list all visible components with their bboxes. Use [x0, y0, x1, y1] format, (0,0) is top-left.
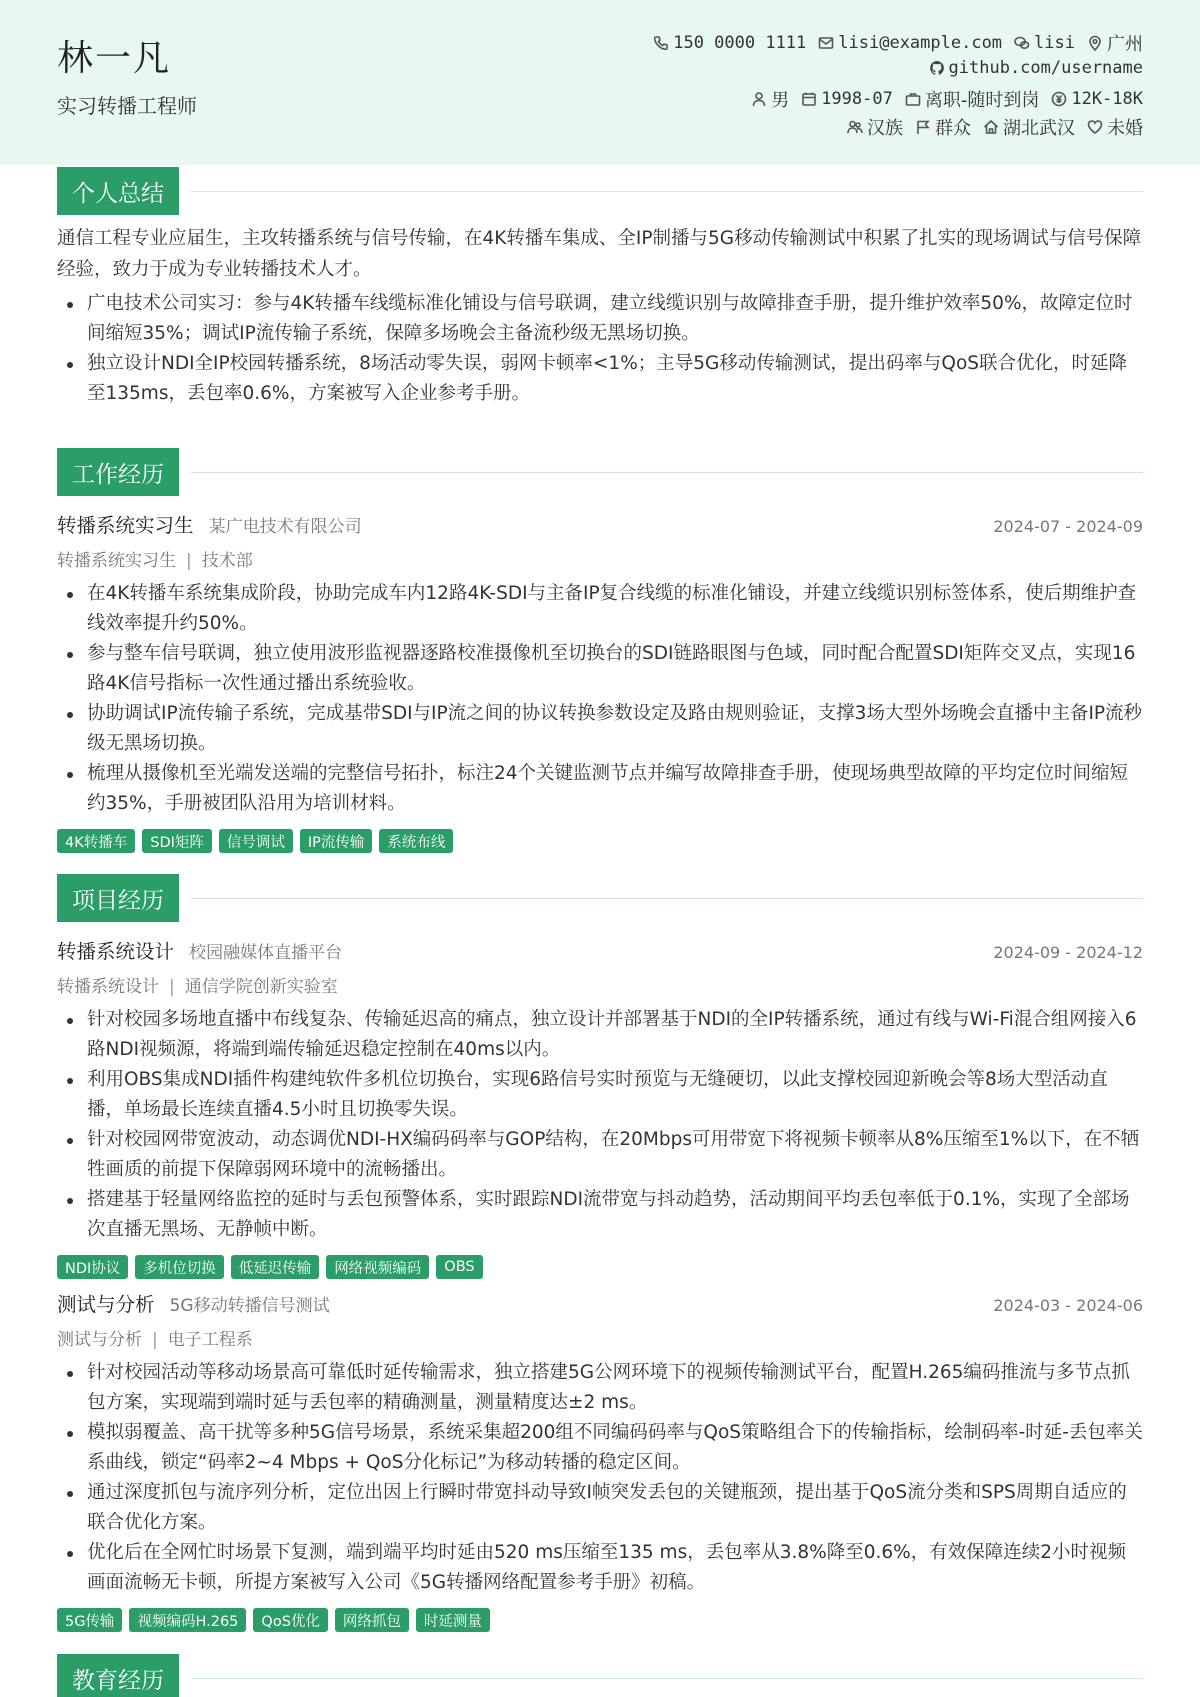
github-icon	[929, 60, 945, 76]
list-item: 优化后在全网忙时场景下复测，端到端平均时延由520 ms压缩至135 ms，丢包率从3.8%降至0.6%，有效保障连续2小时视频画面流畅无卡顿，所提方案被写入公司《5G转播网络配置参考手册》初稿。	[57, 1538, 1143, 1598]
contact-phone: 150 0000 1111	[653, 33, 806, 53]
person-icon	[751, 91, 767, 107]
contact-row-3	[739, 86, 1143, 112]
summary-paragraph: 通信工程专业应届生，主攻转播系统与信号传输，在4K转播车集成、全IP制播与5G移动传输测试中积累了扎实的现场调试与信号保障经验，致力于成为专业转播技术人才。	[57, 228, 1142, 280]
section-title-summary: 个人总结	[57, 167, 179, 215]
home-icon	[983, 119, 999, 135]
contact-email: lisi@example.com	[818, 33, 1002, 53]
contact-political: 群众	[915, 114, 971, 140]
contact-wechat: lisi	[1014, 33, 1075, 53]
skill-tag: 5G传输	[57, 1608, 122, 1632]
contact-location: 广州	[1087, 30, 1143, 56]
skill-tag: IP流传输	[300, 829, 373, 853]
salary-icon	[1051, 91, 1067, 107]
section-divider	[191, 1678, 1143, 1679]
calendar-icon	[801, 91, 817, 107]
contact-salary: 12K-18K	[1051, 89, 1143, 109]
contact-status: 离职-随时到岗	[905, 86, 1040, 112]
project-meta: 转播系统设计 | 通信学院创新实验室	[57, 977, 338, 997]
skill-tag: SDI矩阵	[142, 829, 212, 853]
contact-gender: 男	[751, 86, 789, 112]
skill-tag: 网络抓包	[335, 1608, 409, 1632]
contact-github[interactable]: github.com/username	[929, 58, 1143, 78]
section-title-work: 工作经历	[57, 448, 179, 496]
contact-row-4	[835, 114, 1143, 140]
contact-ethnicity: 汉族	[847, 114, 903, 140]
summary-section	[57, 167, 1143, 409]
section-divider	[191, 191, 1143, 192]
work-bullets	[57, 579, 1143, 819]
projects-section	[57, 874, 1143, 1632]
skill-tag: 网络视频编码	[326, 1255, 429, 1279]
project-entry-header	[57, 1289, 1143, 1317]
work-meta: 转播系统实习生 | 技术部	[57, 551, 253, 571]
skill-tag: 多机位切换	[135, 1255, 224, 1279]
list-item: 参与整车信号联调，独立使用波形监视器逐路校准摄像机至切换台的SDI链路眼图与色域，同时配合配置SDI矩阵交叉点，实现16路4K信号指标一次性通过播出系统验收。	[57, 639, 1143, 699]
project-meta: 测试与分析 | 电子工程系	[57, 1330, 253, 1350]
skill-tag: 视频编码H.265	[129, 1608, 246, 1632]
list-item: 针对校园多场地直播中布线复杂、传输延迟高的痛点，独立设计并部署基于NDI的全IP转播系统，通过有线与Wi-Fi混合组网接入6路NDI视频源，将端到端传输延迟稳定控制在40ms以内。	[57, 1005, 1143, 1065]
candidate-role: 实习转播工程师	[57, 94, 197, 118]
work-tags	[57, 829, 1143, 853]
project-tags	[57, 1255, 1143, 1279]
education-section	[57, 1654, 1143, 1697]
list-item: 在4K转播车系统集成阶段，协助完成车内12路4K-SDI与主备IP复合线缆的标准化铺设，并建立线缆识别标签体系，使后期维护查线效率提升约50%。	[57, 579, 1143, 639]
project-subtitle: 校园融媒体直播平台	[189, 943, 343, 963]
project-bullets	[57, 1358, 1143, 1598]
list-item: 独立设计NDI全IP校园转播系统，8场活动零失误，弱网卡顿率<1%；主导5G移动传输测试，提出码率与QoS联合优化，时延降至135ms，丢包率0.6%，方案被写入企业参考手册。	[57, 349, 1143, 409]
skill-tag: OBS	[436, 1255, 482, 1279]
list-item: 利用OBS集成NDI插件构建纯软件多机位切换台，实现6路信号实时预览与无缝硬切，以此支撑校园迎新晚会等8场大型活动直播，单场最长连续直播4.5小时且切换零失误。	[57, 1065, 1143, 1125]
list-item: 梳理从摄像机至光端发送端的完整信号拓扑，标注24个关键监测节点并编写故障排查手册，使现场典型故障的平均定位时间缩短约35%，手册被团队沿用为培训材料。	[57, 759, 1143, 819]
list-item: 协助调试IP流传输子系统，完成基带SDI与IP流之间的协议转换参数设定及路由规则验证，支撑3场大型外场晚会直播中主备IP流秒级无黑场切换。	[57, 699, 1143, 759]
section-divider	[191, 898, 1143, 899]
contact-marital: 未婚	[1087, 114, 1143, 140]
skill-tag: 4K转播车	[57, 829, 135, 853]
project-date: 2024-03 - 2024-06	[993, 1296, 1143, 1315]
skill-tag: QoS优化	[253, 1608, 328, 1632]
briefcase-icon	[905, 91, 921, 107]
project-entry-header	[57, 936, 1143, 964]
skill-tag: NDI协议	[57, 1255, 128, 1279]
location-icon	[1087, 35, 1103, 51]
work-section	[57, 448, 1143, 853]
heart-icon	[1087, 119, 1103, 135]
contact-hometown: 湖北武汉	[983, 114, 1075, 140]
mail-icon	[818, 35, 834, 51]
contact-birth: 1998-07	[801, 89, 893, 109]
list-item: 搭建基于轻量网络监控的延时与丢包预警体系，实时跟踪NDI流带宽与抖动趋势，活动期间平均丢包率低于0.1%，实现了全部场次直播无黑场、无静帧中断。	[57, 1185, 1143, 1245]
skill-tag: 信号调试	[219, 829, 293, 853]
skill-tag: 低延迟传输	[231, 1255, 320, 1279]
people-icon	[847, 119, 863, 135]
list-item: 针对校园活动等移动场景高可靠低时延传输需求，独立搭建5G公网环境下的视频传输测试平台，配置H.265编码推流与多节点抓包方案，实现端到端时延与丢包率的精确测量，测量精度达±2 ms。	[57, 1358, 1143, 1418]
list-item: 针对校园网带宽波动，动态调优NDI-HX编码码率与GOP结构，在20Mbps可用带宽下将视频卡顿率从8%压缩至1%以下，在不牺牲画质的前提下保障弱网环境中的流畅播出。	[57, 1125, 1143, 1185]
contact-row-1	[641, 30, 1143, 56]
work-position: 转播系统实习生	[57, 514, 194, 537]
section-title-projects: 项目经历	[57, 874, 179, 922]
work-date: 2024-07 - 2024-09	[993, 517, 1143, 536]
phone-icon	[653, 35, 669, 51]
project-bullets	[57, 1005, 1143, 1245]
resume-header	[0, 0, 1200, 165]
contact-row-2	[917, 58, 1143, 78]
skill-tag: 时延测量	[416, 1608, 490, 1632]
work-entry-header	[57, 510, 1143, 538]
project-subtitle: 5G移动转播信号测试	[169, 1296, 330, 1316]
project-name: 转播系统设计	[57, 940, 175, 963]
work-company: 某广电技术有限公司	[208, 517, 362, 537]
candidate-name: 林一凡	[57, 38, 172, 79]
list-item: 模拟弱覆盖、高干扰等多种5G信号场景，系统采集超200组不同编码码率与QoS策略组合下的传输指标，绘制码率-时延-丢包率关系曲线，锁定“码率2~4 Mbps + QoS分化标记”为移动转播的稳定区间。	[57, 1418, 1143, 1478]
skill-tag: 系统布线	[379, 829, 453, 853]
section-divider	[191, 472, 1143, 473]
list-item: 通过深度抓包与流序列分析，定位出因上行瞬时带宽抖动导致I帧突发丢包的关键瓶颈，提出基于QoS流分类和SPS周期自适应的联合优化方案。	[57, 1478, 1143, 1538]
flag-icon	[915, 119, 931, 135]
section-title-education: 教育经历	[57, 1654, 179, 1697]
wechat-icon	[1014, 35, 1030, 51]
summary-bullets	[57, 289, 1143, 409]
project-date: 2024-09 - 2024-12	[993, 943, 1143, 962]
project-name: 测试与分析	[57, 1293, 155, 1316]
project-tags	[57, 1608, 1143, 1632]
list-item: 广电技术公司实习：参与4K转播车线缆标准化铺设与信号联调，建立线缆识别与故障排查手册，提升维护效率50%，故障定位时间缩短35%；调试IP流传输子系统，保障多场晚会主备流秒级无黑场切换。	[57, 289, 1143, 349]
